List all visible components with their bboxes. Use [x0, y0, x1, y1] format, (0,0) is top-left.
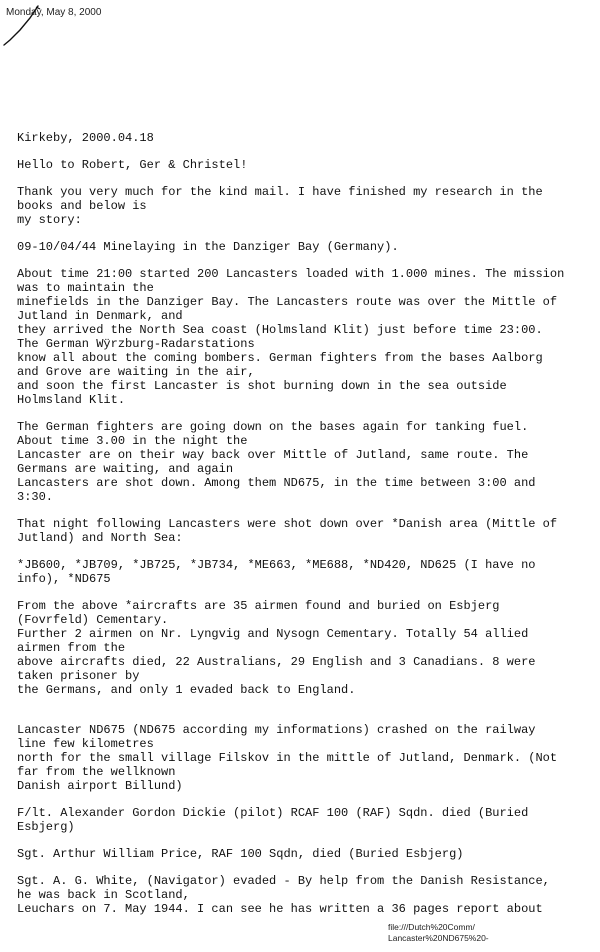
text-line: and soon the first Lancaster is shot burning down in the sea outside: [17, 379, 507, 393]
paragraph-gap: [17, 227, 597, 240]
paragraph: [17, 240, 597, 254]
text-line: airmen from the: [17, 641, 126, 655]
text-line: books and below is: [17, 199, 147, 213]
pen-stroke-mark: [0, 0, 50, 50]
paragraph-gap: [17, 793, 597, 806]
paragraph-gap: [17, 407, 597, 420]
text-line: Thank you very much for the kind mail. I have finished my research in the: [17, 185, 543, 199]
paragraph: [17, 806, 597, 834]
paragraph: [17, 558, 597, 586]
text-line: 3:30.: [17, 490, 54, 504]
text-line: Lancasters are shot down. Among them ND675, in the time between 3:00 and: [17, 476, 536, 490]
text-line: line few kilometres: [17, 737, 154, 751]
text-line: About time 3.00 in the night the: [17, 434, 248, 448]
text-line: north for the small village Filskov in the mittle of Jutland, Denmark. (Not: [17, 751, 558, 765]
text-line: F/lt. Alexander Gordon Dickie (pilot) RCAF 100 (RAF) Sqdn. died (Buried: [17, 806, 529, 820]
text-line: was to maintain the: [17, 281, 154, 295]
letter-body: [17, 131, 597, 916]
paragraph-gap: [17, 254, 597, 267]
page-header-date: Monday, May 8, 2000: [6, 7, 102, 18]
paragraph: [17, 874, 597, 916]
text-line: Danish airport Billund): [17, 779, 183, 793]
text-line: Jutland) and North Sea:: [17, 531, 183, 545]
paragraph: [17, 723, 597, 793]
text-line: the Germans, and only 1 evaded back to England.: [17, 683, 356, 697]
text-line: taken prisoner by: [17, 669, 140, 683]
paragraph-gap: [17, 697, 597, 710]
text-line: minefields in the Danziger Bay. The Lancasters route was over the Mittle of: [17, 295, 558, 309]
footer-line: Lancaster%20ND675%20-: [388, 933, 489, 943]
paragraph: [17, 131, 597, 145]
text-line: above aircrafts died, 22 Australians, 29 English and 3 Canadians. 8 were: [17, 655, 536, 669]
text-line: info), *ND675: [17, 572, 111, 586]
text-line: Germans are waiting, and again: [17, 462, 234, 476]
text-line: *JB600, *JB709, *JB725, *JB734, *ME663, *ME688, *ND420, ND625 (I have no: [17, 558, 536, 572]
text-line: That night following Lancasters were shot down over *Danish area (Mittle of: [17, 517, 558, 531]
paragraph: [17, 599, 597, 697]
text-line: know all about the coming bombers. German fighters from the bases Aalborg: [17, 351, 543, 365]
text-line: 09-10/04/44 Minelaying in the Danziger Bay (Germany).: [17, 240, 399, 254]
text-line: they arrived the North Sea coast (Holmsland Klit) just before time 23:00.: [17, 323, 543, 337]
paragraph-gap: [17, 145, 597, 158]
paragraph-gap: [17, 545, 597, 558]
text-line: Kirkeby, 2000.04.18: [17, 131, 154, 145]
text-line: About time 21:00 started 200 Lancasters loaded with 1.000 mines. The mission: [17, 267, 565, 281]
footer-file-path: [388, 922, 489, 944]
paragraph: [17, 420, 597, 504]
text-line: Hello to Robert, Ger & Christel!: [17, 158, 248, 172]
paragraph: [17, 517, 597, 545]
footer-line: file:///Dutch%20Comm/: [388, 922, 475, 932]
paragraph: [17, 185, 597, 227]
paragraph-gap: [17, 861, 597, 874]
text-line: The German fighters are going down on the bases again for tanking fuel.: [17, 420, 529, 434]
paragraph-gap: [17, 834, 597, 847]
text-line: Esbjerg): [17, 820, 75, 834]
paragraph: [17, 267, 597, 407]
text-line: far from the wellknown: [17, 765, 176, 779]
text-line: Holmsland Klit.: [17, 393, 126, 407]
paragraph-gap: [17, 172, 597, 185]
paragraph-gap: [17, 710, 597, 723]
paragraph: [17, 847, 597, 861]
text-line: From the above *aircrafts are 35 airmen found and buried on Esbjerg: [17, 599, 500, 613]
text-line: he was back in Scotland,: [17, 888, 190, 902]
text-line: (Fovrfeld) Cementary.: [17, 613, 169, 627]
text-line: my story:: [17, 213, 82, 227]
paragraph: [17, 158, 597, 172]
paragraph-gap: [17, 504, 597, 517]
text-line: Further 2 airmen on Nr. Lyngvig and Nysogn Cementary. Totally 54 allied: [17, 627, 529, 641]
text-line: Lancaster ND675 (ND675 according my informations) crashed on the railway: [17, 723, 536, 737]
paragraph-gap: [17, 586, 597, 599]
text-line: and Grove are waiting in the air,: [17, 365, 255, 379]
text-line: Sgt. Arthur William Price, RAF 100 Sqdn, died (Buried Esbjerg): [17, 847, 464, 861]
text-line: The German Wÿrzburg-Radarstations: [17, 337, 255, 351]
text-line: Sgt. A. G. White, (Navigator) evaded - By help from the Danish Resistance,: [17, 874, 550, 888]
text-line: Leuchars on 7. May 1944. I can see he has written a 36 pages report about: [17, 902, 543, 916]
text-line: Jutland in Denmark, and: [17, 309, 183, 323]
text-line: Lancaster are on their way back over Mittle of Jutland, same route. The: [17, 448, 529, 462]
